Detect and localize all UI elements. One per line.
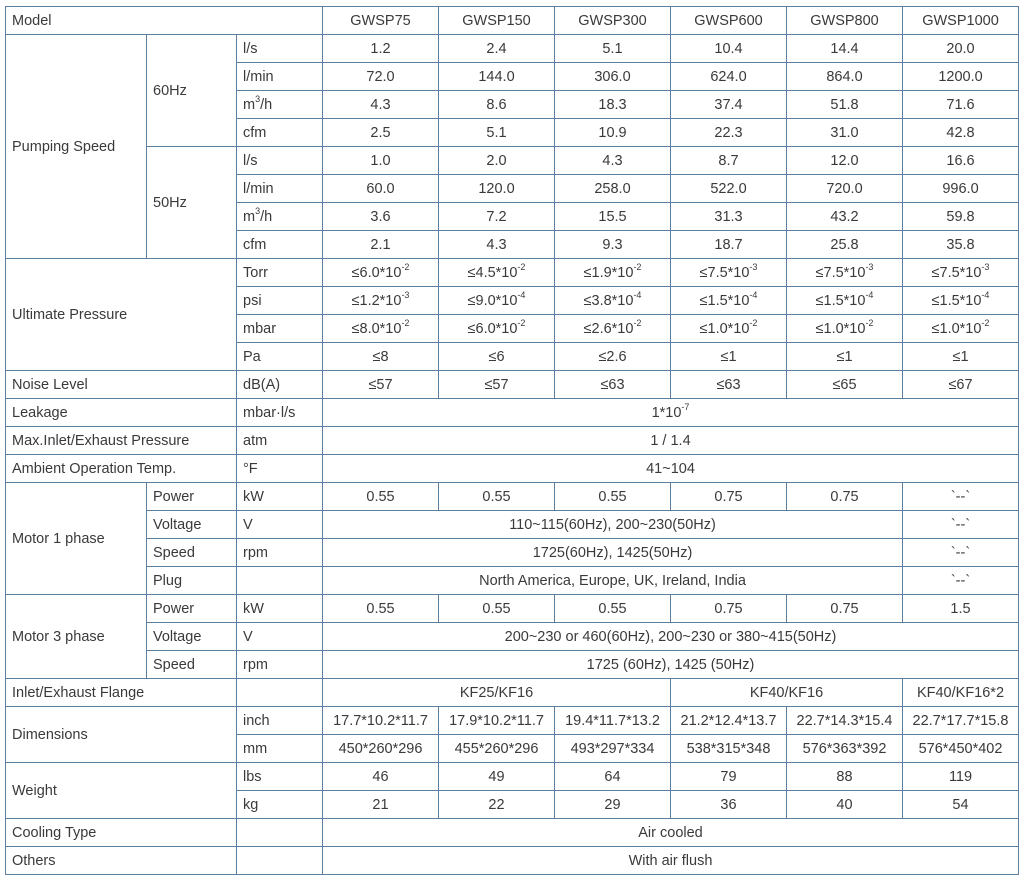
ultimate-pressure-value (671, 287, 787, 315)
motor-power-value: 1.5 (903, 595, 1019, 623)
unit-label: °F (237, 455, 323, 483)
motor-plug-value: `--` (903, 567, 1019, 595)
unit-label: inch (237, 707, 323, 735)
unit-label (237, 91, 323, 119)
unit-label: l/s (237, 35, 323, 63)
ultimate-pressure-value-base: ≤7.5*10 (699, 264, 750, 281)
table-row (6, 371, 1019, 399)
flange-value: KF25/KF16 (323, 679, 671, 707)
pumping-speed-value: 1.0 (323, 147, 439, 175)
ultimate-pressure-value-exponent: -2 (865, 317, 874, 328)
pumping-speed-value: 2.5 (323, 119, 439, 147)
pumping-speed-value: 72.0 (323, 63, 439, 91)
leakage-value-base: 1*10 (651, 404, 682, 421)
ultimate-pressure-value (323, 315, 439, 343)
pumping-speed-value: 22.3 (671, 119, 787, 147)
table-row (6, 623, 1019, 651)
pumping-speed-value: 5.1 (439, 119, 555, 147)
ultimate-pressure-value-base: ≤3.8*10 (583, 292, 634, 309)
table-row (6, 511, 1019, 539)
dimension-value: 21.2*12.4*13.7 (671, 707, 787, 735)
unit-label (237, 847, 323, 875)
spec-table-wrapper (5, 6, 1019, 875)
ultimate-pressure-value-base: ≤8.0*10 (351, 320, 402, 337)
pumping-speed-value: 10.9 (555, 119, 671, 147)
table-row (6, 819, 1019, 847)
frequency-label: 50Hz (147, 147, 237, 259)
ultimate-pressure-value-exponent: -4 (865, 289, 874, 300)
unit-label: psi (237, 287, 323, 315)
dimension-value: 19.4*11.7*13.2 (555, 707, 671, 735)
unit-label: cfm (237, 119, 323, 147)
pumping-speed-value: 7.2 (439, 203, 555, 231)
ultimate-pressure-value-base: ≤1.5*10 (699, 292, 750, 309)
weight-label: Weight (6, 763, 237, 819)
model-name: GWSP600 (671, 7, 787, 35)
ultimate-pressure-value (555, 315, 671, 343)
unit-label: kW (237, 595, 323, 623)
weight-value: 29 (555, 791, 671, 819)
ultimate-pressure-value-base: ≤2.6 (598, 348, 627, 365)
unit-label (237, 679, 323, 707)
table-row (6, 539, 1019, 567)
pumping-speed-value: 10.4 (671, 35, 787, 63)
pumping-speed-value: 144.0 (439, 63, 555, 91)
ultimate-pressure-value (903, 343, 1019, 371)
weight-value: 64 (555, 763, 671, 791)
table-row (6, 679, 1019, 707)
ultimate-pressure-value-exponent: -2 (981, 317, 990, 328)
ultimate-pressure-value-base: ≤1.5*10 (931, 292, 982, 309)
ultimate-pressure-value (903, 259, 1019, 287)
motor-voltage-value: `--` (903, 511, 1019, 539)
pumping-speed-value: 18.7 (671, 231, 787, 259)
ultimate-pressure-value (787, 315, 903, 343)
weight-value: 88 (787, 763, 903, 791)
dimension-value: 17.9*10.2*11.7 (439, 707, 555, 735)
motor-power-value: 0.55 (555, 595, 671, 623)
weight-value: 46 (323, 763, 439, 791)
pumping-speed-value: 624.0 (671, 63, 787, 91)
pumping-speed-value: 51.8 (787, 91, 903, 119)
pumping-speed-value: 4.3 (323, 91, 439, 119)
unit-label: cfm (237, 231, 323, 259)
ultimate-pressure-value (439, 259, 555, 287)
motor-plug-value: North America, Europe, UK, Ireland, India (323, 567, 903, 595)
unit-label: kW (237, 483, 323, 511)
pumping-speed-value: 35.8 (903, 231, 1019, 259)
pumping-speed-value: 522.0 (671, 175, 787, 203)
pumping-speed-value: 31.0 (787, 119, 903, 147)
motor-param-label: Voltage (147, 511, 237, 539)
pumping-speed-value: 18.3 (555, 91, 671, 119)
pumping-speed-value: 71.6 (903, 91, 1019, 119)
motor-param-label: Power (147, 595, 237, 623)
pumping-speed-value: 258.0 (555, 175, 671, 203)
ultimate-pressure-value-exponent: -4 (517, 289, 526, 300)
model-name: GWSP300 (555, 7, 671, 35)
ambient-operation-temp-label: Ambient Operation Temp. (6, 455, 237, 483)
dimension-value: 450*260*296 (323, 735, 439, 763)
unit-label: l/s (237, 147, 323, 175)
pumping-speed-value: 59.8 (903, 203, 1019, 231)
ultimate-pressure-value-exponent: -2 (401, 261, 410, 272)
pumping-speed-value: 120.0 (439, 175, 555, 203)
unit-label: kg (237, 791, 323, 819)
motor-speed-value: 1725 (60Hz), 1425 (50Hz) (323, 651, 1019, 679)
cooling-type-label: Cooling Type (6, 819, 237, 847)
ultimate-pressure-value-base: ≤6.0*10 (351, 264, 402, 281)
motor-3-phase-label: Motor 3 phase (6, 595, 147, 679)
pumping-speed-value: 2.1 (323, 231, 439, 259)
ultimate-pressure-value (555, 259, 671, 287)
motor-power-value: 0.55 (323, 483, 439, 511)
unit-base: m (243, 96, 256, 113)
noise-level-value: ≤65 (787, 371, 903, 399)
pumping-speed-value: 14.4 (787, 35, 903, 63)
ultimate-pressure-value (439, 287, 555, 315)
model-name: GWSP150 (439, 7, 555, 35)
spec-table (5, 6, 1019, 875)
ultimate-pressure-value-exponent: -2 (517, 261, 526, 272)
ambient-operation-temp-value: 41~104 (323, 455, 1019, 483)
others-value: With air flush (323, 847, 1019, 875)
unit-tail: /h (260, 96, 273, 113)
motor-1-phase-label: Motor 1 phase (6, 483, 147, 595)
pumping-speed-value: 15.5 (555, 203, 671, 231)
ultimate-pressure-value (555, 287, 671, 315)
unit-label: dB(A) (237, 371, 323, 399)
unit-label: mm (237, 735, 323, 763)
motor-voltage-value: 110~115(60Hz), 200~230(50Hz) (323, 511, 903, 539)
motor-power-value: 0.75 (671, 595, 787, 623)
noise-level-value: ≤63 (555, 371, 671, 399)
pumping-speed-value: 31.3 (671, 203, 787, 231)
unit-label: Torr (237, 259, 323, 287)
ultimate-pressure-label: Ultimate Pressure (6, 259, 237, 371)
ultimate-pressure-value-base: ≤7.5*10 (815, 264, 866, 281)
unit-label (237, 203, 323, 231)
ultimate-pressure-value-base: ≤1 (952, 348, 969, 365)
noise-level-label: Noise Level (6, 371, 237, 399)
table-row (6, 763, 1019, 791)
dimension-value: 576*363*392 (787, 735, 903, 763)
noise-level-value: ≤57 (439, 371, 555, 399)
pumping-speed-value: 3.6 (323, 203, 439, 231)
ultimate-pressure-value-base: ≤1.5*10 (815, 292, 866, 309)
weight-value: 21 (323, 791, 439, 819)
noise-level-value: ≤57 (323, 371, 439, 399)
table-row (6, 7, 1019, 35)
unit-label: mbar·l/s (237, 399, 323, 427)
flange-value: KF40/KF16*2 (903, 679, 1019, 707)
table-row (6, 35, 1019, 63)
table-row (6, 259, 1019, 287)
model-name: GWSP1000 (903, 7, 1019, 35)
ultimate-pressure-value-exponent: -2 (633, 317, 642, 328)
motor-param-label: Speed (147, 651, 237, 679)
ultimate-pressure-value-exponent: -4 (749, 289, 758, 300)
ultimate-pressure-value (671, 343, 787, 371)
pumping-speed-value: 42.8 (903, 119, 1019, 147)
ultimate-pressure-value-base: ≤8 (372, 348, 389, 365)
ultimate-pressure-value-base: ≤1.9*10 (583, 264, 634, 281)
unit-base: m (243, 208, 256, 225)
flange-value: KF40/KF16 (671, 679, 903, 707)
dimension-value: 17.7*10.2*11.7 (323, 707, 439, 735)
dimension-value: 538*315*348 (671, 735, 787, 763)
ultimate-pressure-value-exponent: -3 (749, 261, 758, 272)
motor-voltage-value: 200~230 or 460(60Hz), 200~230 or 380~415(50Hz) (323, 623, 1019, 651)
ultimate-pressure-value-exponent: -2 (633, 261, 642, 272)
weight-value: 36 (671, 791, 787, 819)
noise-level-value: ≤63 (671, 371, 787, 399)
ultimate-pressure-value-exponent: -3 (981, 261, 990, 272)
pumping-speed-value: 1200.0 (903, 63, 1019, 91)
pumping-speed-value: 5.1 (555, 35, 671, 63)
motor-power-value: 0.55 (439, 595, 555, 623)
motor-param-label: Voltage (147, 623, 237, 651)
motor-param-label: Plug (147, 567, 237, 595)
motor-power-value: `--` (903, 483, 1019, 511)
unit-label (237, 567, 323, 595)
unit-label: V (237, 623, 323, 651)
unit-superscript: 3 (255, 205, 261, 216)
ultimate-pressure-value (323, 287, 439, 315)
unit-label: atm (237, 427, 323, 455)
motor-power-value: 0.75 (671, 483, 787, 511)
ultimate-pressure-value (903, 287, 1019, 315)
dimension-value: 22.7*14.3*15.4 (787, 707, 903, 735)
table-row (6, 399, 1019, 427)
frequency-label: 60Hz (147, 35, 237, 147)
max-inlet-exhaust-pressure-label: Max.Inlet/Exhaust Pressure (6, 427, 237, 455)
ultimate-pressure-value-base: ≤2.6*10 (583, 320, 634, 337)
motor-power-value: 0.55 (439, 483, 555, 511)
ultimate-pressure-value-base: ≤1.0*10 (931, 320, 982, 337)
dimension-value: 576*450*402 (903, 735, 1019, 763)
table-row (6, 455, 1019, 483)
inlet-exhaust-flange-label: Inlet/Exhaust Flange (6, 679, 237, 707)
model-header-label: Model (6, 7, 323, 35)
ultimate-pressure-value-base: ≤4.5*10 (467, 264, 518, 281)
ultimate-pressure-value-exponent: -3 (401, 289, 410, 300)
ultimate-pressure-value-exponent: -4 (981, 289, 990, 300)
unit-label: V (237, 511, 323, 539)
unit-label: l/min (237, 175, 323, 203)
ultimate-pressure-value-exponent: -2 (517, 317, 526, 328)
pumping-speed-value: 4.3 (439, 231, 555, 259)
pumping-speed-label: Pumping Speed (6, 35, 147, 259)
ultimate-pressure-value-base: ≤1.0*10 (699, 320, 750, 337)
ultimate-pressure-value-exponent: -3 (865, 261, 874, 272)
dimension-value: 493*297*334 (555, 735, 671, 763)
pumping-speed-value: 8.7 (671, 147, 787, 175)
pumping-speed-value: 2.4 (439, 35, 555, 63)
unit-superscript: 3 (255, 93, 261, 104)
weight-value: 40 (787, 791, 903, 819)
ultimate-pressure-value (903, 315, 1019, 343)
ultimate-pressure-value (671, 315, 787, 343)
ultimate-pressure-value-base: ≤1.0*10 (815, 320, 866, 337)
others-label: Others (6, 847, 237, 875)
max-inlet-exhaust-pressure-value: 1 / 1.4 (323, 427, 1019, 455)
pumping-speed-value: 996.0 (903, 175, 1019, 203)
motor-power-value: 0.55 (555, 483, 671, 511)
ultimate-pressure-value-base: ≤1 (836, 348, 853, 365)
pumping-speed-value: 16.6 (903, 147, 1019, 175)
dimension-value: 22.7*17.7*15.8 (903, 707, 1019, 735)
ultimate-pressure-value (671, 259, 787, 287)
unit-label: Pa (237, 343, 323, 371)
ultimate-pressure-value (323, 343, 439, 371)
ultimate-pressure-value-exponent: -2 (749, 317, 758, 328)
ultimate-pressure-value-base: ≤6.0*10 (467, 320, 518, 337)
motor-power-value: 0.75 (787, 483, 903, 511)
ultimate-pressure-value-base: ≤7.5*10 (931, 264, 982, 281)
table-row (6, 651, 1019, 679)
ultimate-pressure-value-exponent: -2 (401, 317, 410, 328)
motor-power-value: 0.75 (787, 595, 903, 623)
table-row (6, 595, 1019, 623)
weight-value: 54 (903, 791, 1019, 819)
table-row (6, 707, 1019, 735)
pumping-speed-value: 9.3 (555, 231, 671, 259)
table-row (6, 427, 1019, 455)
ultimate-pressure-value (787, 287, 903, 315)
ultimate-pressure-value-exponent: -4 (633, 289, 642, 300)
unit-label: mbar (237, 315, 323, 343)
pumping-speed-value: 1.2 (323, 35, 439, 63)
pumping-speed-value: 25.8 (787, 231, 903, 259)
pumping-speed-value: 60.0 (323, 175, 439, 203)
dimensions-label: Dimensions (6, 707, 237, 763)
ultimate-pressure-value-base: ≤9.0*10 (467, 292, 518, 309)
motor-speed-value: `--` (903, 539, 1019, 567)
pumping-speed-value: 4.3 (555, 147, 671, 175)
ultimate-pressure-value (555, 343, 671, 371)
pumping-speed-value: 20.0 (903, 35, 1019, 63)
noise-level-value: ≤67 (903, 371, 1019, 399)
weight-value: 79 (671, 763, 787, 791)
leakage-label: Leakage (6, 399, 237, 427)
table-row (6, 483, 1019, 511)
ultimate-pressure-value (439, 343, 555, 371)
unit-label: lbs (237, 763, 323, 791)
pumping-speed-value: 8.6 (439, 91, 555, 119)
ultimate-pressure-value-base: ≤1.2*10 (351, 292, 402, 309)
ultimate-pressure-value (439, 315, 555, 343)
unit-tail: /h (260, 208, 273, 225)
dimension-value: 455*260*296 (439, 735, 555, 763)
pumping-speed-value: 43.2 (787, 203, 903, 231)
unit-label: rpm (237, 651, 323, 679)
unit-label (237, 819, 323, 847)
motor-param-label: Power (147, 483, 237, 511)
pumping-speed-value: 2.0 (439, 147, 555, 175)
weight-value: 119 (903, 763, 1019, 791)
spec-table-body (6, 7, 1019, 875)
table-row (6, 567, 1019, 595)
table-row (6, 147, 1019, 175)
pumping-speed-value: 864.0 (787, 63, 903, 91)
pumping-speed-value: 720.0 (787, 175, 903, 203)
motor-power-value: 0.55 (323, 595, 439, 623)
cooling-type-value: Air cooled (323, 819, 1019, 847)
ultimate-pressure-value (787, 259, 903, 287)
model-name: GWSP800 (787, 7, 903, 35)
pumping-speed-value: 37.4 (671, 91, 787, 119)
pumping-speed-value: 12.0 (787, 147, 903, 175)
ultimate-pressure-value (323, 259, 439, 287)
ultimate-pressure-value-base: ≤1 (720, 348, 737, 365)
weight-value: 22 (439, 791, 555, 819)
motor-param-label: Speed (147, 539, 237, 567)
leakage-value (323, 399, 1019, 427)
pumping-speed-value: 306.0 (555, 63, 671, 91)
weight-value: 49 (439, 763, 555, 791)
table-row (6, 847, 1019, 875)
ultimate-pressure-value-base: ≤6 (488, 348, 505, 365)
motor-speed-value: 1725(60Hz), 1425(50Hz) (323, 539, 903, 567)
model-name: GWSP75 (323, 7, 439, 35)
unit-label: rpm (237, 539, 323, 567)
unit-label: l/min (237, 63, 323, 91)
leakage-value-exponent: -7 (681, 401, 690, 412)
ultimate-pressure-value (787, 343, 903, 371)
